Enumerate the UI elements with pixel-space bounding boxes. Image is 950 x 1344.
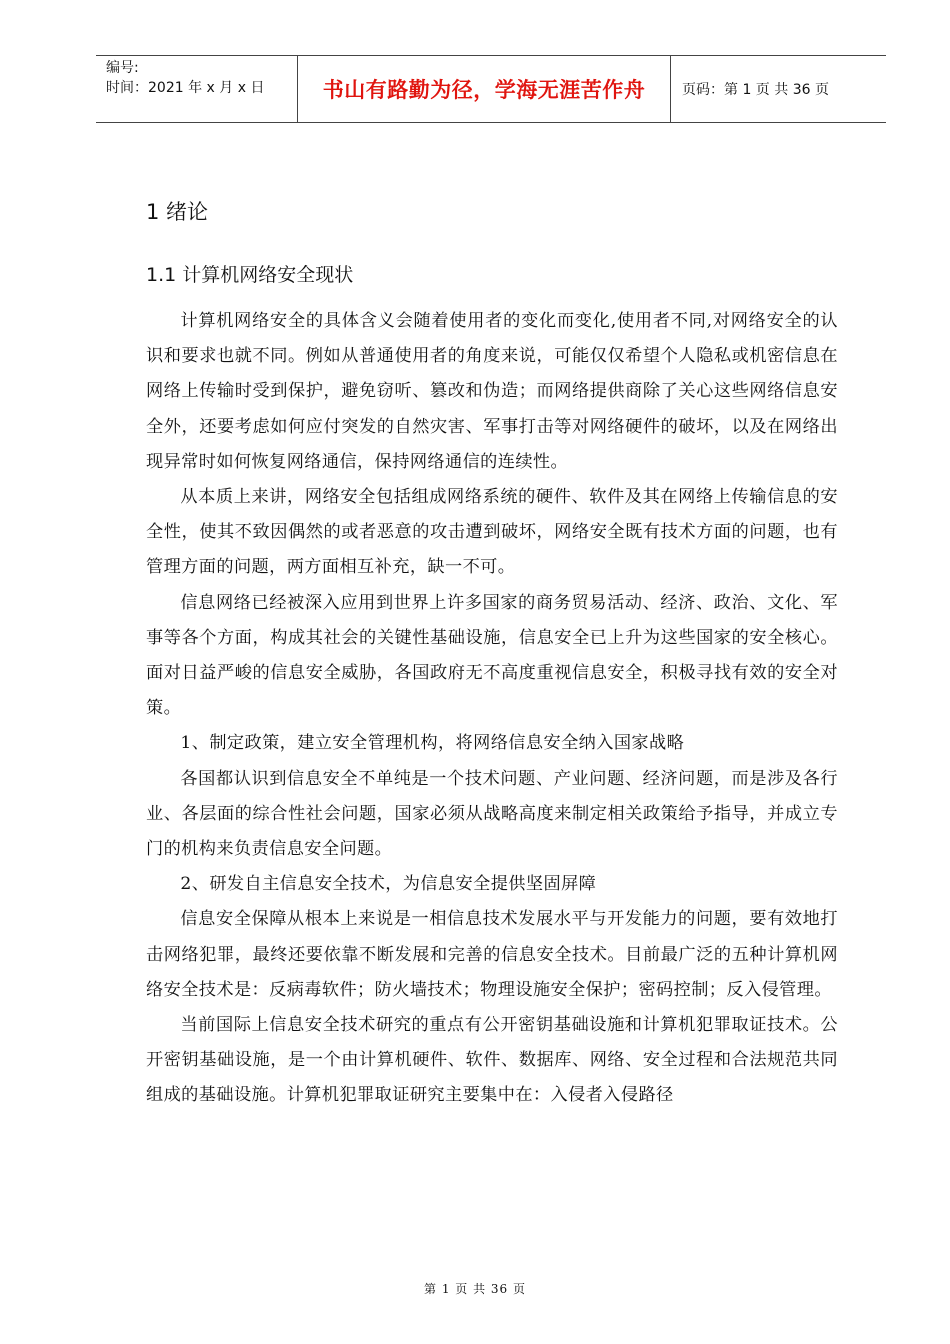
date-label: 时间：2021 年 x 月 x 日	[106, 80, 265, 96]
list-heading: 2、研发自主信息安全技术，为信息安全提供坚固屏障	[180, 874, 597, 895]
section-title: 1.1 计算机网络安全现状	[146, 264, 354, 286]
page-header	[96, 55, 886, 123]
header-divider	[670, 56, 671, 122]
serial-number-label: 编号:	[106, 60, 139, 76]
paragraph: 计算机网络安全的具体含义会随着使用者的变化而变化,使用者不同,对网络安全的认识和要求也就不同。例如从普通使用者的角度来说，可能仅仅希望个人隐私或机密信息在网络上传输时受到保护，避免窃听、篡改和伪造；而网络提供商除了关心这些网络信息安全外，还要考虑如何应付突发的自然灾害、军事打击等对网络硬件的破坏，以及在网络出现异常时如何恢复网络通信，保持网络通信的连续性。	[146, 311, 838, 472]
page-footer: 第 1 页 共 36 页	[424, 1282, 526, 1296]
header-meta	[106, 58, 296, 98]
paragraph: 从本质上来讲，网络安全包括组成网络系统的硬件、软件及其在网络上传输信息的安全性，使其不致因偶然的或者恶意的攻击遭到破坏，网络安全既有技术方面的问题，也有管理方面的问题，两方面相互补充，缺一不可。	[146, 487, 838, 578]
paragraph: 各国都认识到信息安全不单纯是一个技术问题、产业问题、经济问题，而是涉及各行业、各层面的综合性社会问题，国家必须从战略高度来制定相关政策给予指导，并成立专门的机构来负责信息安全问题。	[146, 768, 838, 860]
list-heading: 1、制定政策，建立安全管理机构，将网络信息安全纳入国家战略	[180, 733, 685, 754]
paragraph: 信息网络已经被深入应用到世界上许多国家的商务贸易活动、经济、政治、文化、军事等各个方面，构成其社会的关键性基础设施，信息安全已上升为这些国家的安全核心。面对日益严峻的信息安全威胁，各国政府无不高度重视信息安全，积极寻找有效的安全对策。	[146, 592, 838, 719]
chapter-title: 1 绪论	[146, 200, 209, 224]
document-body	[146, 196, 838, 1114]
header-motto: 书山有路勤为径，学海无涯苦作舟	[322, 78, 646, 102]
header-page-info: 页码：第 1 页 共 36 页	[682, 82, 829, 98]
paragraph: 信息安全保障从根本上来说是一相信息技术发展水平与开发能力的问题，要有效地打击网络犯罪，最终还要依靠不断发展和完善的信息安全技术。目前最广泛的五种计算机网络安全技术是：反病毒软件；防火墙技术；物理设施安全保护；密码控制；反入侵管理。	[146, 909, 838, 1000]
paragraph: 当前国际上信息安全技术研究的重点有公开密钥基础设施和计算机犯罪取证技术。公开密钥基础设施，是一个由计算机硬件、软件、数据库、网络、安全过程和合法规范共同组成的基础设施。计算机犯罪取证研究主要集中在：入侵者入侵路径	[146, 1015, 838, 1106]
